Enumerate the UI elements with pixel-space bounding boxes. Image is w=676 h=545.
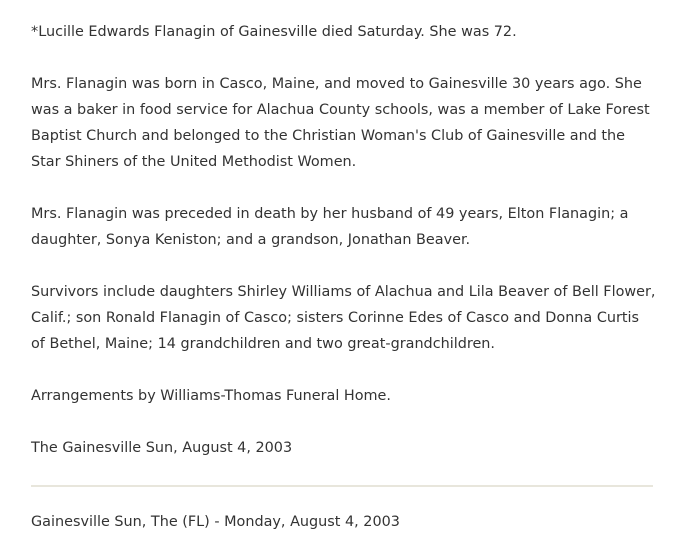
obituary-paragraph-arrangements: Arrangements by Williams-Thomas Funeral Home. [31,388,391,404]
obituary-paragraph-survivors: Survivors include daughters Shirley Williams of Alachua and Lila Beaver of Bell Flower, Calif.; son Ronald Flanagin of Casco; sisters Corinne Edes of Casco and Donna Curtis of Bethel, Maine; 14 grandchildren and two great-grandchildren. [31,284,656,352]
source-citation: Gainesville Sun, The (FL) - Monday, August 4, 2003 [31,514,400,530]
obituary-article [31,19,656,487]
obituary-paragraph-death-notice: *Lucille Edwards Flanagin of Gainesville died Saturday. She was 72. [31,24,517,40]
section-divider [31,485,653,487]
obituary-paragraph-biography: Mrs. Flanagin was born in Casco, Maine, and moved to Gainesville 30 years ago. She was a baker in food service for Alachua County schools, was a member of Lake Forest Baptist Church and belonged to the Christian Woman's Club of Gainesville and the Star Shiners of the United Methodist Women. [31,76,650,170]
obituary-paragraph-preceded-in-death: Mrs. Flanagin was preceded in death by her husband of 49 years, Elton Flanagin; a daughter, Sonya Keniston; and a grandson, Jonathan Beaver. [31,206,629,248]
obituary-paragraph-publication: The Gainesville Sun, August 4, 2003 [31,440,293,456]
